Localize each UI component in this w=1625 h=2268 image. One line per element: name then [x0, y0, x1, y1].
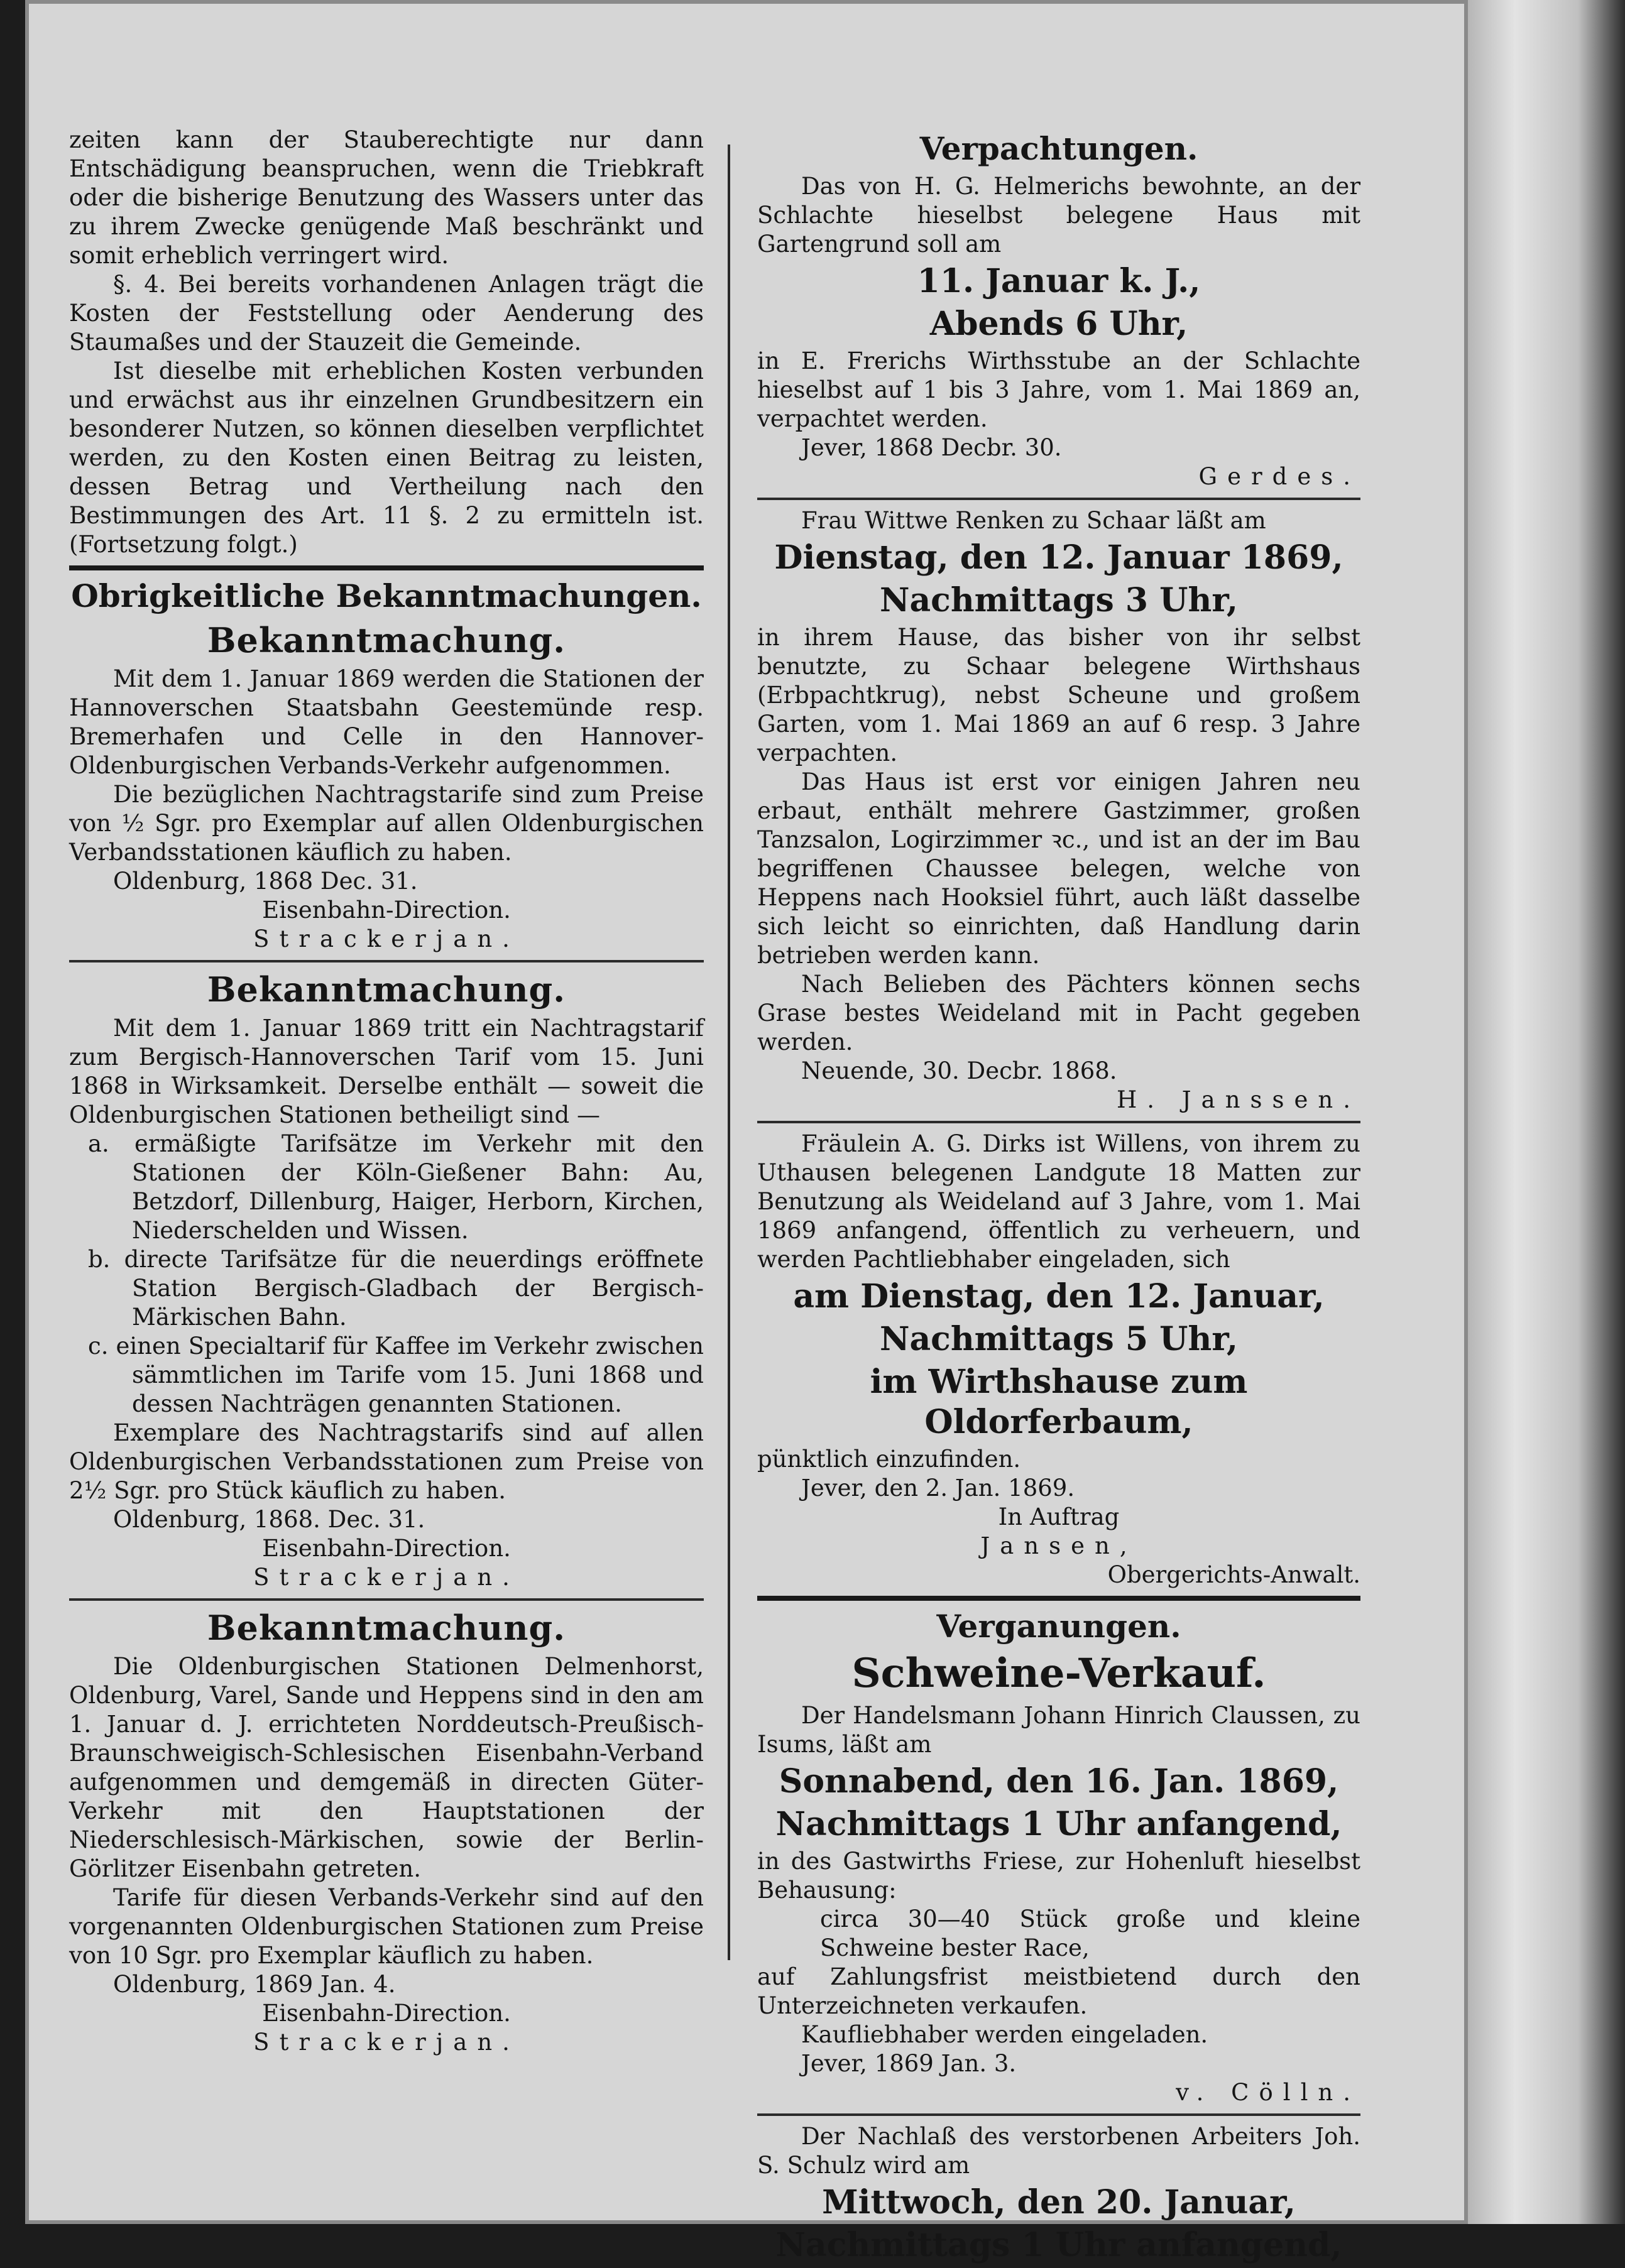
auction-1-title: Schweine-Verkauf.: [851, 1650, 1266, 1697]
lease-2-body-2: Das Haus ist erst vor einigen Jahren neu erbaut, enthält mehrere Gastzimmer, großen Tanzsalon, Logirzimmer ꝛc., und ist an der im Bau begriffenen Chaussee belegen, welche von Heppens nach Hooksiel führt, auch läßt dasselbe sich leicht so einrichten, daß Handlung darin betrieben werden kann.: [757, 768, 1360, 969]
notice-3-para-1: Die Oldenburgischen Stationen Delmenhorst, Oldenburg, Varel, Sande und Heppens sind in den am 1. Januar d. J. errichteten Norddeutsch-Preußisch-Braunschweigisch-Schlesischen Eisenbahn-Verband aufgenommen und demgemäß in directen Güter-Verkehr mit den Hauptstationen der Niederschlesisch-Märkischen, sowie der Berlin-Görlitzer Eisenbahn getreten.: [69, 1653, 704, 1882]
lease-2-body: in ihrem Hause, das bisher von ihr selbst benutzte, zu Schaar belegene Wirthshaus (Erbpachtkrug), nebst Scheune und großem Garten, vom 1. Mai 1869 an auf 6 resp. 3 Jahre verpachten.: [757, 624, 1360, 766]
notice-2-signer: Strackerjan.: [253, 1564, 520, 1591]
lease-2-signer: H. Janssen.: [1117, 1086, 1360, 1113]
notice-1-office: Eisenbahn-Direction.: [262, 897, 511, 924]
notice-2-item-c: c. einen Specialtarif für Kaffee im Verkehr zwischen sämmtlichen im Tarife vom 15. Juni 1868 und dessen Nachträgen genannten Stationen.: [88, 1333, 704, 1417]
notice-1-para-1: Mit dem 1. Januar 1869 werden die Stationen der Hannoverschen Staatsbahn Geestemünde resp. Bremerhafen und Celle in den Hannover-Oldenburgischen Verbands-Verkehr aufgenommen.: [69, 665, 704, 779]
lease-2-time: Nachmittags 3 Uhr,: [879, 581, 1239, 619]
notice-3-title: Bekanntmachung.: [207, 1608, 566, 1648]
lease-1-signer: Gerdes.: [1198, 463, 1360, 490]
notice-1-place: Oldenburg, 1868 Dec. 31.: [113, 868, 418, 895]
section-rule: [69, 565, 704, 570]
auction-1-time: Nachmittags 1 Uhr anfangend,: [775, 1805, 1342, 1843]
notice-1-title: Bekanntmachung.: [207, 620, 566, 660]
notice-rule: [69, 1598, 704, 1601]
section-rule: [757, 1596, 1360, 1601]
right-column: [757, 126, 1360, 2268]
notice-rule: [69, 960, 704, 962]
column-divider: [728, 144, 730, 1960]
lease-1-date: 11. Januar k. J.,: [917, 262, 1201, 300]
auction-2-intro: Der Nachlaß des verstorbenen Arbeiters Joh. S. Schulz wird am: [757, 2123, 1360, 2179]
notice-3-place: Oldenburg, 1869 Jan. 4.: [113, 1971, 396, 1998]
lease-2-intro: Frau Wittwe Renken zu Schaar läßt am: [801, 507, 1266, 534]
auction-2-date: Mittwoch, den 20. Januar,: [822, 2183, 1296, 2222]
notice-2-place: Oldenburg, 1868. Dec. 31.: [113, 1506, 425, 1533]
auction-1-date: Sonnabend, den 16. Jan. 1869,: [779, 1762, 1339, 1801]
auction-1-signer: v. Cölln.: [1176, 2079, 1360, 2106]
lease-3-signer: Jansen,: [980, 1532, 1137, 1559]
notice-2-item-b: b. directe Tarifsätze für die neuerdings eröffnete Station Bergisch-Gladbach der Bergisch-Märkischen Bahn.: [88, 1246, 704, 1331]
section-title-official: Obrigkeitliche Bekanntmachungen.: [71, 577, 702, 614]
lease-1-time: Abends 6 Uhr,: [929, 305, 1188, 343]
auction-1-place: Jever, 1869 Jan. 3.: [801, 2050, 1017, 2077]
notice-rule: [757, 498, 1360, 500]
lease-3-intro: Fräulein A. G. Dirks ist Willens, von ihrem zu Uthausen belegenen Landgute 18 Matten zur Benutzung als Weideland auf 3 Jahre, vom 1. Mai 1869 anfangend, öffentlich zu verheuern, und werden Pachtliebhaber eingeladen, sich: [757, 1130, 1360, 1273]
notice-1-para-2: Die bezüglichen Nachtragstarife sind zum Preise von ½ Sgr. pro Exemplar auf allen Oldenburgischen Verbandsstationen käuflich zu haben.: [69, 781, 704, 866]
notice-2-title: Bekanntmachung.: [207, 969, 566, 1010]
auction-1-body-2: auf Zahlungsfrist meistbietend durch den Unterzeichneten verkaufen.: [757, 1963, 1360, 2019]
notice-3-office: Eisenbahn-Direction.: [262, 2000, 511, 2027]
lease-3-role: In Auftrag: [998, 1503, 1120, 1530]
book-gutter: [1468, 0, 1625, 2224]
notice-1-signer: Strackerjan.: [253, 925, 520, 952]
auction-1-body: in des Gastwirths Friese, zur Hohenluft hieselbst Behausung:: [757, 1848, 1360, 1904]
notice-3-para-2: Tarife für diesen Verbands-Verkehr sind auf den vorgenannten Oldenburgischen Stationen zum Preise von 10 Sgr. pro Exemplar käuflich zu haben.: [69, 1884, 704, 1969]
notice-3-signer: Strackerjan.: [253, 2029, 520, 2056]
lease-3-time: Nachmittags 5 Uhr,: [879, 1320, 1239, 1358]
auction-1-intro: Der Handelsmann Johann Hinrich Claussen, zu Isums, läßt am: [757, 1702, 1360, 1758]
lease-3-date: am Dienstag, den 12. Januar,: [793, 1277, 1325, 1316]
law-continuation-2: §. 4. Bei bereits vorhandenen Anlagen trägt die Kosten der Feststellung oder Aenderung des Staumaßes und der Stauzeit die Gemeinde.: [69, 271, 704, 356]
lease-1-place: Jever, 1868 Decbr. 30.: [801, 434, 1062, 461]
notice-2-closing: Exemplare des Nachtragstarifs sind auf allen Oldenburgischen Verbandsstationen zum Preise von 2½ Sgr. pro Stück käuflich zu haben.: [69, 1419, 704, 1504]
lease-3-title: Obergerichts-Anwalt.: [1107, 1561, 1360, 1588]
lease-2-date: Dienstag, den 12. Januar 1869,: [774, 538, 1343, 577]
section-title-auctions: Verganungen.: [936, 1608, 1181, 1645]
lease-2-place: Neuende, 30. Decbr. 1868.: [801, 1057, 1117, 1084]
law-continuation-1: zeiten kann der Stauberechtigte nur dann Entschädigung beanspruchen, wenn die Triebkraft oder die bisherige Benutzung des Wassers unter das zu ihrem Zwecke genügende Maß beschränkt und somit erheblich verringert wird.: [69, 126, 704, 269]
notice-rule: [757, 2113, 1360, 2116]
lease-3-place: Jever, den 2. Jan. 1869.: [801, 1475, 1075, 1502]
auction-2-time: Nachmittags 1 Uhr anfangend,: [775, 2226, 1342, 2264]
notice-2-intro: Mit dem 1. Januar 1869 tritt ein Nachtragstarif zum Bergisch-Hannoverschen Tarif vom 15. Juni 1868 in Wirksamkeit. Derselbe enthält — soweit die Oldenburgischen Stationen betheiligt sind —: [69, 1015, 704, 1128]
notice-2-item-a: a. ermäßigte Tarifsätze im Verkehr mit den Stationen der Köln-Gießener Bahn: Au, Betzdorf, Dillenburg, Haiger, Herborn, Kirchen, Niederschelden und Wissen.: [88, 1130, 704, 1244]
section-title-leases: Verpachtungen.: [919, 130, 1198, 167]
lease-2-body-3: Nach Belieben des Pächters können sechs Grase bestes Weideland mit in Pacht gegeben werden.: [757, 971, 1360, 1055]
lease-1-body: in E. Frerichs Wirthsstube an der Schlachte hieselbst auf 1 bis 3 Jahre, vom 1. Mai 1869 an, verpachtet werden.: [757, 347, 1360, 432]
left-column: [69, 126, 704, 2057]
notice-rule: [757, 1121, 1360, 1123]
law-continuation-3: Ist dieselbe mit erheblichen Kosten verbunden und erwächst aus ihr einzelnen Grundbesitzern ein besonderer Nutzen, so können dieselben verpflichtet werden, zu den Kosten einen Beitrag zu leisten, dessen Betrag und Vertheilung nach den Bestimmungen des Art. 11 §. 2 zu ermitteln ist. (Fortsetzung folgt.): [69, 357, 704, 558]
auction-1-item: circa 30—40 Stück große und kleine Schweine bester Race,: [820, 1905, 1360, 1961]
lease-1-intro: Das von H. G. Helmerichs bewohnte, an der Schlachte hieselbst belegene Haus mit Gartengrund soll am: [757, 173, 1360, 258]
lease-3-body: pünktlich einzufinden.: [757, 1446, 1021, 1473]
notice-2-office: Eisenbahn-Direction.: [262, 1535, 511, 1562]
auction-1-body-3: Kaufliebhaber werden eingeladen.: [801, 2021, 1208, 2048]
lease-3-venue: im Wirthshause zum Oldorferbaum,: [870, 1363, 1248, 1441]
